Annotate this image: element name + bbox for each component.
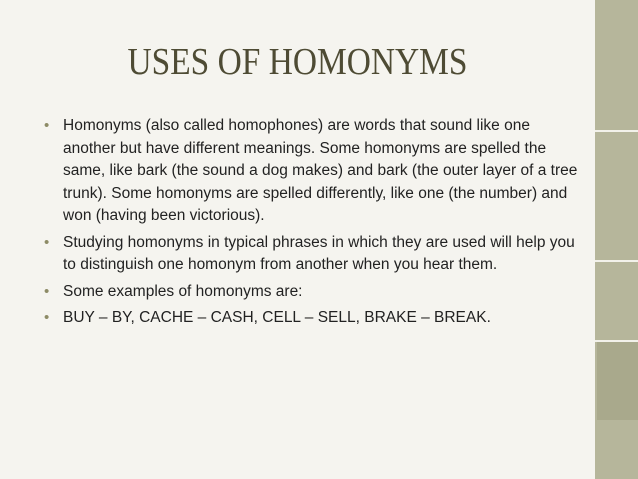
bullet-text: Homonyms (also called homophones) are words that sound like one another but have different meanings. Some homonyms are spelled the same, like bark (the sound a dog makes) and bark (the outer layer of a tree trunk). Some homonyms are spelled differently, like one (the number) and won (having been victorious).: [63, 117, 578, 224]
bullet-text: BUY – BY, CACHE – CASH, CELL – SELL, BRAKE – BREAK.: [63, 309, 491, 326]
bullet-text: Studying homonyms in typical phrases in which they are used will help you to distinguish one homonym from another when you hear them.: [63, 233, 575, 273]
side-band-accent: [597, 342, 638, 420]
bullet-icon: •: [44, 282, 50, 300]
bullet-item: [44, 307, 584, 330]
slide-title: USES OF HOMONYMS: [127, 41, 468, 83]
bullet-text: Some examples of homonyms are:: [63, 282, 303, 300]
bullet-item: [44, 232, 584, 277]
bullet-icon: •: [44, 117, 50, 134]
bullet-item: [44, 115, 584, 228]
bullet-item: [44, 281, 584, 304]
bullet-icon: •: [44, 309, 50, 326]
side-band-divider: [595, 260, 638, 262]
bullet-list: [44, 115, 584, 334]
bullet-icon: •: [44, 233, 50, 251]
side-band-divider: [595, 130, 638, 132]
